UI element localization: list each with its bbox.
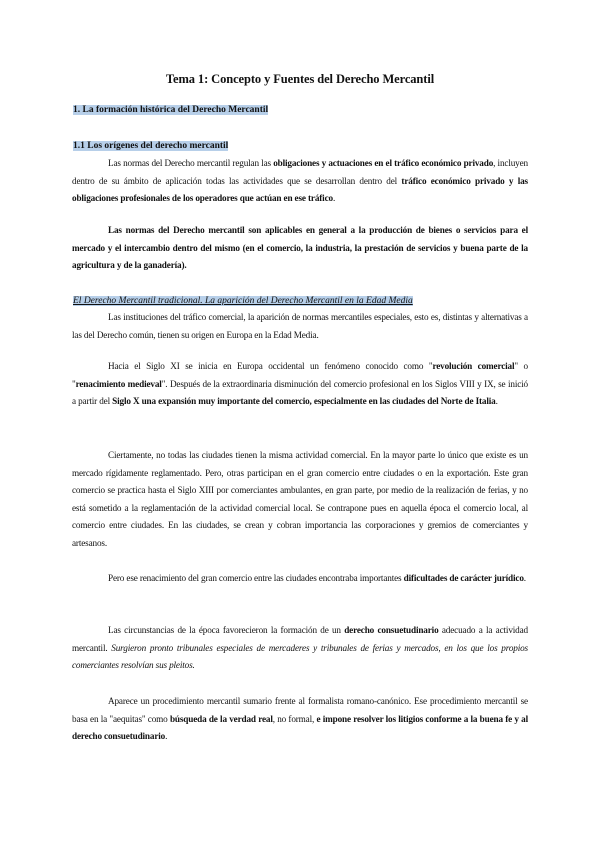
section-heading-1-1-text: 1.1 Los orígenes del derecho mercantil: [73, 141, 229, 151]
p1-text-e: .: [332, 193, 336, 203]
p6-text-c: .: [523, 573, 526, 583]
paragraph-6: [72, 570, 528, 588]
subsection-heading: [72, 295, 433, 308]
p6-bold-b: dificultades de carácter jurídico: [403, 573, 524, 583]
p7-bold-b: derecho consuetudinario: [344, 625, 439, 635]
p6-text-a: Pero ese renacimiento del gran comercio entre las ciudades encontraba importantes: [108, 573, 404, 583]
p1-text-c: , incluyen dentro de su ámbito de aplicación todas las actividades que se desarrollan dentro del: [72, 158, 528, 186]
paragraph-1: [72, 155, 528, 208]
p4-bold-f: Siglo X una expansión muy importante del comercio, especialmente en las ciudades del Norte de Italia: [112, 396, 496, 406]
paragraph-8: [72, 693, 528, 746]
p7-italic-d: Surgieron pronto tribunales especiales de mercaderes y tribunales de ferias y mercados, en los que los propios comerciantes resolvían sus pleitos.: [72, 642, 528, 670]
paragraph-3: Las instituciones del tráfico comercial, la aparición de normas mercantiles especiales, esto es, distintas y alternativas a las del Derecho común, tienen su origen en Europa en la Edad Media.: [72, 312, 528, 340]
p7-text-c: adecuado a la actividad mercantil.: [72, 625, 528, 653]
p8-bold-b: búsqueda de la verdad real: [169, 713, 273, 724]
p8-bold-d: e impone resolver los litigios conforme a la buena fe y al derecho consuetudinario: [72, 713, 529, 741]
p4-text-g: .: [495, 396, 498, 406]
p7-text-a: Las circunstancias de la época favorecieron la formación de un: [108, 625, 345, 635]
p8-text-e: .: [165, 731, 168, 741]
section-heading-1: [72, 104, 283, 117]
page-title: Tema 1: Concepto y Fuentes del Derecho Mercantil: [165, 72, 435, 86]
subsection-heading-text: El Derecho Mercantil tradicional. La aparición del Derecho Mercantil en la Edad Media: [73, 296, 413, 306]
paragraph-2: Las normas del Derecho mercantil son aplicables en general a la producción de bienes o servicios para el mercado y el intercambio dentro del mismo (en el comercio, la industria, la prestación de servicios y buena parte de la agricultura y de la ganadería).: [72, 225, 528, 270]
paragraph-5: Ciertamente, no todas las ciudades tienen la misma actividad comercial. En la mayor parte lo único que existe es un mercado rígidamente reglamentado. Pero, otras participan en el gran comercio entre ciudades o en la exportación. Este gran comercio se practica hasta el Siglo XIII por comerciantes ambulantes, en gran parte, por medio de la realización de ferias, y no está sometido a la reglamentación de la actividad comercial local. Se contrapone pues en aquella época el comercio local, al comercio entre ciudades. En las ciudades, se crean y cobran importancia las corporaciones y gremios de comerciantes y artesanos.: [72, 450, 528, 548]
p1-text-a: Las normas del Derecho mercantil regulan las: [108, 158, 274, 168]
section-heading-1-1: [72, 140, 241, 153]
p8-text-a: Aparece un procedimiento mercantil sumario frente al formalista romano-canónico. Ese procedimiento mercantil se basa en la "aequitas" como: [72, 696, 528, 724]
p1-bold-b: obligaciones y actuaciones en el tráfico económico privado: [273, 158, 494, 168]
paragraph-4: [72, 358, 528, 411]
p4-text-a: Hacia el Siglo XI se inicia en Europa occidental un fenómeno conocido como ": [108, 361, 433, 371]
p4-bold-b: revolución comercial: [432, 361, 515, 371]
p1-bold-d: tráfico económico privado y las obligaciones profesionales de los operadores que actúan en ese tráfico: [72, 175, 528, 203]
p4-text-e: ". Después de la extraordinaria disminución del comercio profesional en los Siglos VIII y IX, se inició a partir del: [72, 378, 528, 406]
p8-text-c: , no formal,: [272, 713, 317, 724]
paragraph-7: [72, 622, 528, 675]
section-heading-1-text: 1. La formación histórica del Derecho Mercantil: [73, 105, 269, 115]
p4-text-c: " o ": [72, 361, 528, 389]
p4-bold-d: renacimiento medieval: [75, 378, 162, 389]
